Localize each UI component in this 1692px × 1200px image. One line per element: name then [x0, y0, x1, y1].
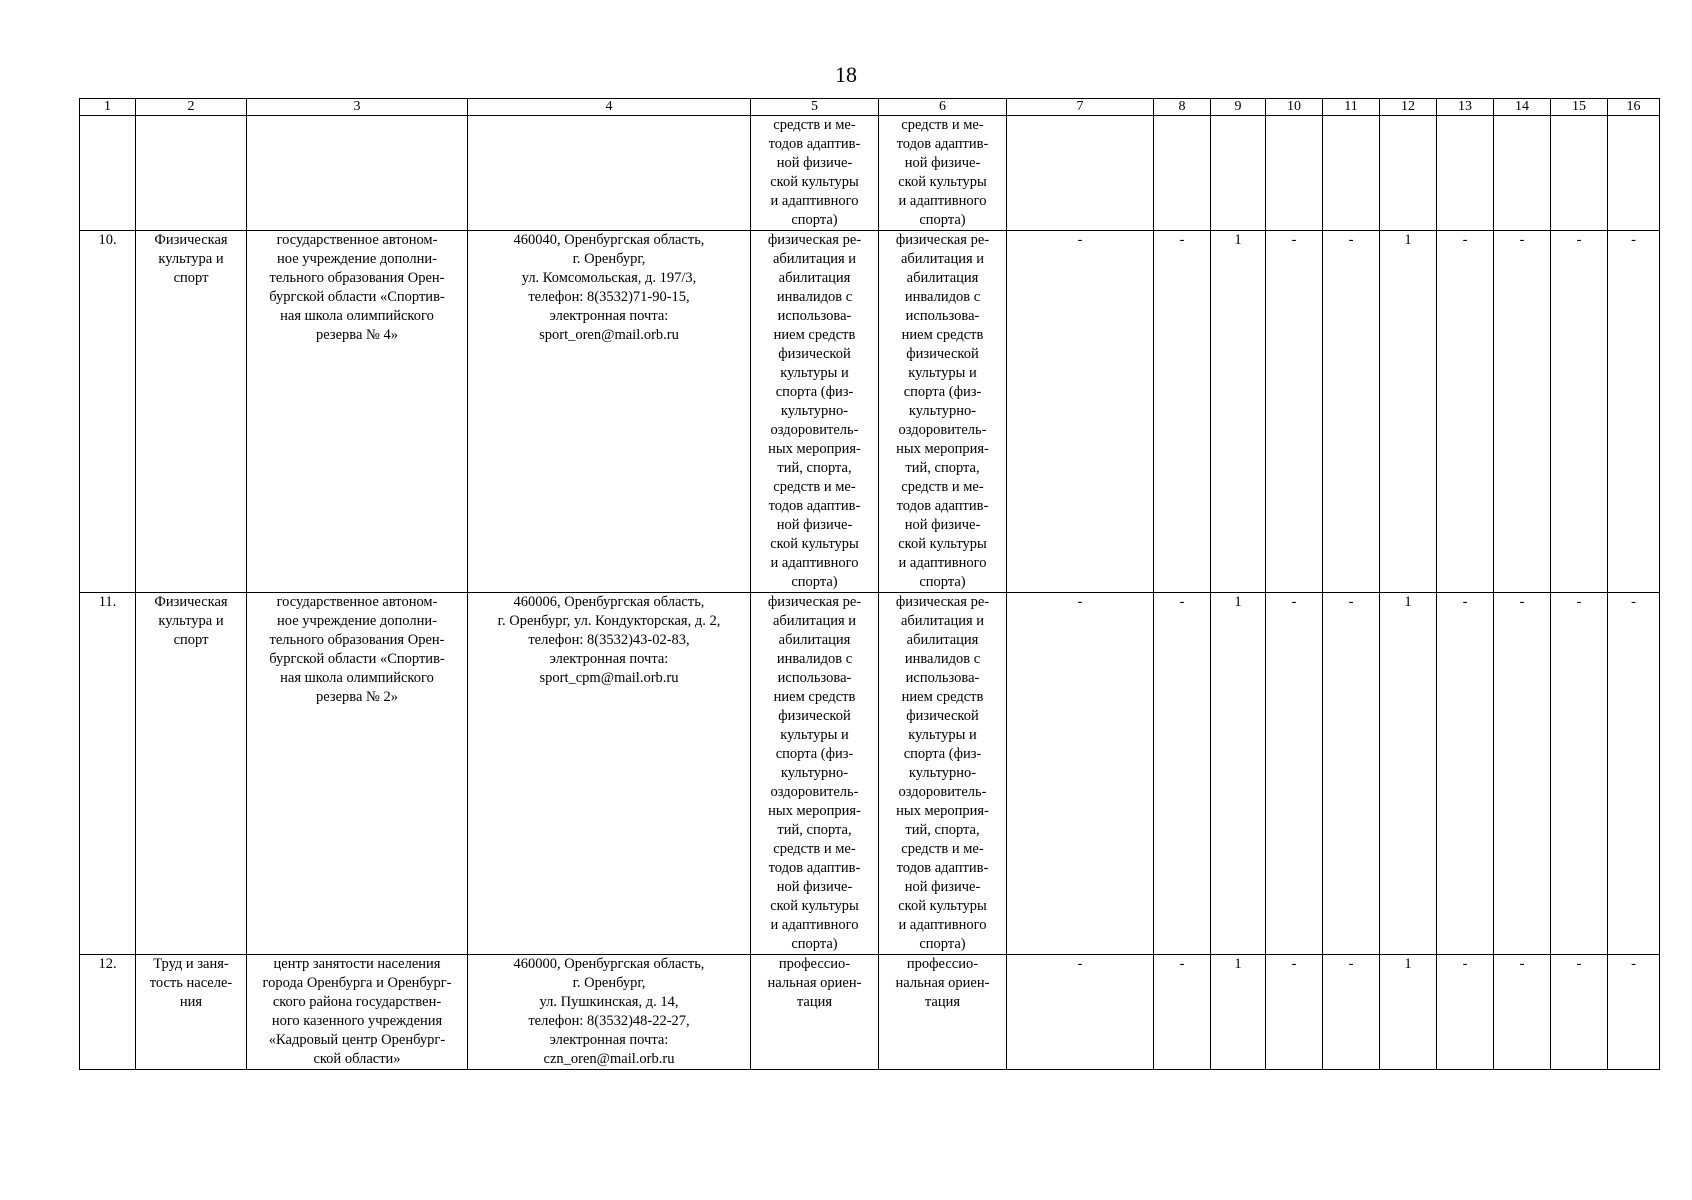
value-cell: - [1551, 593, 1608, 955]
value-cell: - [1266, 593, 1323, 955]
text-line: Труд и заня- [153, 956, 229, 972]
text-line: спорта) [919, 936, 966, 952]
text-line: центр занятости населения [273, 956, 441, 972]
organization-cell [247, 593, 468, 955]
text-line: средств и ме- [901, 117, 984, 133]
text-line: культурно- [908, 765, 977, 781]
text-line: спорт [173, 270, 209, 286]
header-cell: 7 [1007, 99, 1154, 116]
text-line: физическая ре- [767, 594, 862, 610]
header-cell: 11 [1323, 99, 1380, 116]
text-line: тодов адаптив- [896, 136, 989, 152]
text-line: sport_cpm@mail.orb.ru [539, 670, 679, 686]
value-cell: - [1323, 955, 1380, 1070]
value-cell: - [1608, 593, 1660, 955]
text-line: физическая ре- [895, 594, 990, 610]
service-cell [751, 593, 879, 955]
text-line: и адаптивного [898, 193, 987, 209]
text-line: ное учреждение дополни- [277, 251, 437, 267]
text-line: тация [924, 994, 961, 1010]
table-cell [1211, 116, 1266, 231]
text-line: тельного образования Орен- [269, 632, 445, 648]
table-cell [1437, 116, 1494, 231]
text-line: абилитация и [900, 251, 985, 267]
value-cell: - [1266, 955, 1323, 1070]
text-line: электронная почта: [549, 308, 669, 324]
table-row [80, 955, 1660, 1070]
text-line: «Кадровый центр Оренбург- [268, 1032, 446, 1048]
text-line: ной физиче- [776, 517, 853, 533]
table-cell [468, 116, 751, 231]
text-line: ского района государствен- [272, 994, 442, 1010]
text-line: тация [796, 994, 833, 1010]
header-cell: 15 [1551, 99, 1608, 116]
text-line: города Оренбурга и Оренбург- [262, 975, 452, 991]
text-line: культура и [158, 613, 224, 629]
value-cell: - [1608, 955, 1660, 1070]
text-line: оздоровитель- [770, 422, 859, 438]
value-cell: 1 [1380, 593, 1437, 955]
header-cell: 3 [247, 99, 468, 116]
header-cell: 8 [1154, 99, 1211, 116]
text-line: тельного образования Орен- [269, 270, 445, 286]
text-line: культуры и [908, 727, 977, 743]
text-line: нием средств [773, 327, 856, 343]
value-cell: 1 [1211, 955, 1266, 1070]
text-line: 460040, Оренбургская область, [513, 232, 705, 248]
table-cell [1007, 116, 1154, 231]
text-line: спорта (физ- [775, 384, 854, 400]
value-cell: - [1551, 955, 1608, 1070]
header-cell: 9 [1211, 99, 1266, 116]
value-cell: - [1494, 231, 1551, 593]
text-line: г. Оренбург, ул. Кондукторская, д. 2, [497, 613, 721, 629]
text-line: использова- [777, 308, 852, 324]
sphere-cell [136, 231, 247, 593]
service-cell [751, 955, 879, 1070]
value-cell: - [1266, 231, 1323, 593]
header-cell: 2 [136, 99, 247, 116]
service-cell [879, 593, 1007, 955]
text-line: ской культуры [770, 174, 859, 190]
text-line: электронная почта: [549, 651, 669, 667]
text-line: профессио- [906, 956, 979, 972]
value-cell: - [1608, 231, 1660, 593]
text-line: и адаптивного [770, 193, 859, 209]
value-cell: 1 [1211, 231, 1266, 593]
text-line: оздоровитель- [898, 784, 987, 800]
text-line: ской области» [313, 1051, 401, 1067]
text-line: спорта) [791, 574, 838, 590]
text-line: ской культуры [770, 536, 859, 552]
text-line: sport_oren@mail.orb.ru [539, 327, 679, 343]
text-line: и адаптивного [898, 555, 987, 571]
table-row [80, 231, 1660, 593]
text-line: и адаптивного [770, 555, 859, 571]
address-cell [468, 231, 751, 593]
value-cell: - [1154, 593, 1211, 955]
text-line: средств и ме- [901, 479, 984, 495]
text-line: культура и [158, 251, 224, 267]
text-line: культурно- [908, 403, 977, 419]
text-line: тость населе- [149, 975, 233, 991]
text-line: нием средств [773, 689, 856, 705]
table-cell [247, 116, 468, 231]
text-line: и адаптивного [898, 917, 987, 933]
text-line: абилитация [778, 632, 851, 648]
text-line: культуры и [780, 365, 849, 381]
text-line: тий, спорта, [777, 822, 852, 838]
text-line: ул. Пушкинская, д. 14, [539, 994, 679, 1010]
text-line: инвалидов с [904, 651, 981, 667]
organization-cell [247, 955, 468, 1070]
text-line: государственное автоном- [276, 594, 438, 610]
text-line: ной физиче- [904, 879, 981, 895]
value-cell: - [1154, 231, 1211, 593]
sphere-cell [136, 955, 247, 1070]
service-cell [751, 231, 879, 593]
text-line: телефон: 8(3532)71-90-15, [528, 289, 690, 305]
text-line: нальная ориен- [767, 975, 862, 991]
table-cell [80, 116, 136, 231]
service-cell [879, 955, 1007, 1070]
text-line: средств и ме- [773, 117, 856, 133]
value-cell: - [1007, 955, 1154, 1070]
header-cell: 13 [1437, 99, 1494, 116]
text-line: тодов адаптив- [896, 498, 989, 514]
table-cell [1323, 116, 1380, 231]
value-cell: - [1323, 231, 1380, 593]
text-line: абилитация и [772, 613, 857, 629]
row-number: 12. [80, 955, 136, 1070]
text-line: 460000, Оренбургская область, [513, 956, 705, 972]
text-line: нием средств [901, 327, 984, 343]
table-cell [136, 116, 247, 231]
text-line: ул. Комсомольская, д. 197/3, [521, 270, 697, 286]
text-line: ской культуры [898, 536, 987, 552]
text-line: абилитация и [900, 613, 985, 629]
table-row [80, 593, 1660, 955]
text-line: физической [778, 708, 851, 724]
text-line: ной физиче- [776, 879, 853, 895]
text-line: физической [906, 346, 979, 362]
text-line: спорт [173, 632, 209, 648]
text-line: ной физиче- [776, 155, 853, 171]
value-cell: - [1494, 593, 1551, 955]
text-line: ного казенного учреждения [271, 1013, 443, 1029]
text-line: телефон: 8(3532)48-22-27, [528, 1013, 690, 1029]
table-cell [1608, 116, 1660, 231]
text-line: использова- [905, 670, 980, 686]
text-line: культуры и [908, 365, 977, 381]
text-line: физической [778, 346, 851, 362]
text-line: тий, спорта, [777, 460, 852, 476]
text-line: спорта (физ- [775, 746, 854, 762]
text-line: нальная ориен- [895, 975, 990, 991]
text-line: спорта) [791, 936, 838, 952]
text-line: средств и ме- [901, 841, 984, 857]
row-number: 10. [80, 231, 136, 593]
text-line: тий, спорта, [905, 460, 980, 476]
text-line: 460006, Оренбургская область, [513, 594, 705, 610]
value-cell: - [1154, 955, 1211, 1070]
table-cell [1380, 116, 1437, 231]
text-line: инвалидов с [776, 289, 853, 305]
text-line: спорта (физ- [903, 746, 982, 762]
header-cell: 10 [1266, 99, 1323, 116]
text-line: бургской области «Спортив- [269, 289, 445, 305]
value-cell: - [1437, 955, 1494, 1070]
continuation-row [80, 116, 1660, 231]
text-line: абилитация [906, 270, 979, 286]
text-line: тодов адаптив- [768, 860, 861, 876]
text-line: Физическая [154, 232, 228, 248]
value-cell: - [1437, 231, 1494, 593]
text-line: г. Оренбург, [572, 975, 646, 991]
header-cell: 16 [1608, 99, 1660, 116]
text-line: спорта (физ- [903, 384, 982, 400]
text-line: электронная почта: [549, 1032, 669, 1048]
sphere-cell [136, 593, 247, 955]
header-cell: 5 [751, 99, 879, 116]
text-line: физической [906, 708, 979, 724]
text-line: спорта) [919, 574, 966, 590]
text-line: использова- [777, 670, 852, 686]
text-line: тодов адаптив- [768, 498, 861, 514]
text-line: абилитация [906, 632, 979, 648]
text-line: физическая ре- [895, 232, 990, 248]
header-cell: 4 [468, 99, 751, 116]
text-line: нием средств [901, 689, 984, 705]
services-table [79, 98, 1660, 1070]
text-line: ной физиче- [904, 155, 981, 171]
text-line: бургской области «Спортив- [269, 651, 445, 667]
text-line: ная школа олимпийского [280, 670, 434, 686]
text-line: и адаптивного [770, 917, 859, 933]
value-cell: - [1551, 231, 1608, 593]
text-line: тодов адаптив- [896, 860, 989, 876]
header-cell: 1 [80, 99, 136, 116]
text-line: резерва № 2» [316, 689, 398, 705]
value-cell: - [1007, 593, 1154, 955]
value-cell: 1 [1380, 231, 1437, 593]
page-number: 18 [835, 62, 857, 87]
text-line: czn_oren@mail.orb.ru [543, 1051, 675, 1067]
address-cell [468, 955, 751, 1070]
text-line: ской культуры [898, 174, 987, 190]
text-line: культуры и [780, 727, 849, 743]
text-line: профессио- [778, 956, 851, 972]
text-line: средств и ме- [773, 479, 856, 495]
header-cell: 14 [1494, 99, 1551, 116]
service-cell [879, 231, 1007, 593]
table-cell [1551, 116, 1608, 231]
text-line: инвалидов с [776, 651, 853, 667]
text-line: абилитация [778, 270, 851, 286]
text-line: ской культуры [770, 898, 859, 914]
service-cell [751, 116, 879, 231]
text-line: ных мероприя- [768, 803, 861, 819]
text-line: культурно- [780, 765, 849, 781]
header-cell: 12 [1380, 99, 1437, 116]
text-line: оздоровитель- [898, 422, 987, 438]
value-cell: 1 [1211, 593, 1266, 955]
text-line: культурно- [780, 403, 849, 419]
value-cell: - [1437, 593, 1494, 955]
value-cell: - [1007, 231, 1154, 593]
text-line: инвалидов с [904, 289, 981, 305]
text-line: спорта) [919, 212, 966, 228]
text-line: абилитация и [772, 251, 857, 267]
text-line: Физическая [154, 594, 228, 610]
text-line: оздоровитель- [770, 784, 859, 800]
text-line: физическая ре- [767, 232, 862, 248]
text-line: г. Оренбург, [572, 251, 646, 267]
value-cell: - [1323, 593, 1380, 955]
text-line: ных мероприя- [896, 803, 989, 819]
text-line: ных мероприя- [896, 441, 989, 457]
text-line: использова- [905, 308, 980, 324]
header-row [80, 99, 1660, 116]
text-line: ных мероприя- [768, 441, 861, 457]
text-line: тодов адаптив- [768, 136, 861, 152]
header-cell: 6 [879, 99, 1007, 116]
text-line: ской культуры [898, 898, 987, 914]
text-line: резерва № 4» [316, 327, 398, 343]
text-line: ная школа олимпийского [280, 308, 434, 324]
text-line: государственное автоном- [276, 232, 438, 248]
text-line: ния [179, 994, 203, 1010]
value-cell: - [1494, 955, 1551, 1070]
service-cell [879, 116, 1007, 231]
table-cell [1494, 116, 1551, 231]
table-cell [1266, 116, 1323, 231]
text-line: ной физиче- [904, 517, 981, 533]
organization-cell [247, 231, 468, 593]
text-line: тий, спорта, [905, 822, 980, 838]
row-number: 11. [80, 593, 136, 955]
value-cell: 1 [1380, 955, 1437, 1070]
text-line: средств и ме- [773, 841, 856, 857]
text-line: ное учреждение дополни- [277, 613, 437, 629]
table-cell [1154, 116, 1211, 231]
address-cell [468, 593, 751, 955]
text-line: спорта) [791, 212, 838, 228]
text-line: телефон: 8(3532)43-02-83, [528, 632, 690, 648]
